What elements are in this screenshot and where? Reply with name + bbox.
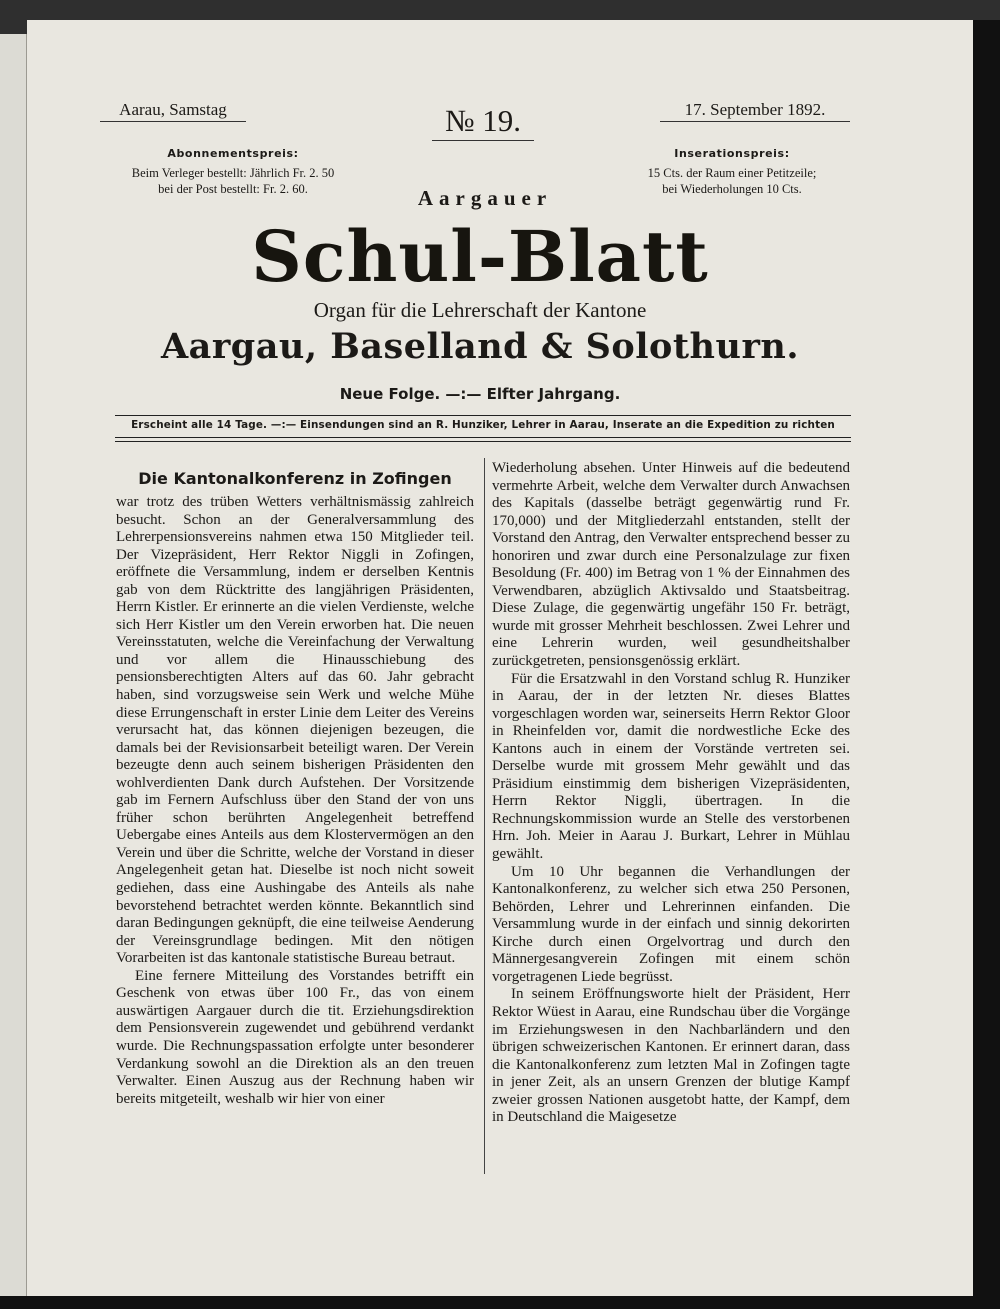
advertising-line-2: bei Wiederholungen 10 Cts. xyxy=(662,182,802,196)
subscription-price xyxy=(108,146,358,198)
advertising-price xyxy=(612,146,852,198)
article-paragraph: Wiederholung absehen. Unter Hinweis auf die bedeutend vermehrte Arbeit, welche dem Verwalter durch Anwachsen des Kapitals (dasselbe beträgt gegenwärtig rund Fr. 170,000) und der Mitgliederzahl entstanden, stellt der Vorstand den Antrag, den Verwalter entsprechend besser zu honoriren und zwar durch eine Personalzulage zur fixen Besoldung (Fr. 400) im Betrag von 1 % der Einnahmen des Verwendbaren, abzüglich Aktivsaldo und Staatsbeitrag. Diese Zulage, die gegenwärtig ungefähr 150 Fr. beträgt, wurde mit grosser Mehrheit beschlossen. Zwei Lehrer und eine Lehrerin wurden, weil gesundheitshalber zurückgetreten, pensionsgenössig erklärt. xyxy=(492,460,850,670)
rule-top xyxy=(115,415,851,416)
publication-notice: Erscheint alle 14 Tage. —:— Einsendungen sind an R. Hunziker, Lehrer in Aarau, Inserate an die Expedition zu richten xyxy=(131,419,835,431)
publication-date: 17. September 1892. xyxy=(660,100,850,122)
masthead-subtitle: Organ für die Lehrerschaft der Kantone xyxy=(313,298,647,322)
article-paragraph: In seinem Eröffnungsworte hielt der Präsident, Herr Rektor Wüest in Aarau, eine Rundschau über die Vorgänge im Erziehungswesen in den Nachbarländern und den übrigen schweizerischen Kantonen. Er erinnert daran, dass die Kantonalkonferenz zum letzten Mal in Zofingen tagte in jener Zeit, als an unsern Grenzen der blutige Kampf zweier grossen Nationen ausgetobt hatte, der Kampf, dem in Deutschland die Maigesetze xyxy=(492,986,850,1126)
rule-middle xyxy=(115,437,851,438)
subscription-heading: Abonnementspreis: xyxy=(167,147,299,160)
article-paragraph: Um 10 Uhr begannen die Verhandlungen der Kantonalkonferenz, zu welcher sich etwa 250 Personen, Behörden, Lehrer und Lehrerinnen einfanden. Die Versammlung wurde in der einfach und sinnig dekorirten Kirche durch einen Orgelvortrag und durch den Männergesangverein Zofingen mit einem schön vorgetragenen Liede begrüsst. xyxy=(492,863,850,985)
scan-border-right xyxy=(973,20,1000,1309)
masthead-kicker: Aargauer xyxy=(417,186,553,210)
column-divider xyxy=(484,458,485,1174)
advertising-heading: Inserationspreis: xyxy=(674,147,790,160)
scan-border-bottom xyxy=(0,1296,1000,1309)
masthead-title: Schul-Blatt xyxy=(251,215,709,298)
rule-bottom xyxy=(115,441,851,442)
issue-number: № 19. xyxy=(432,104,534,141)
series-line: Neue Folge. —:— Elfter Jahrgang. xyxy=(339,385,621,403)
previous-page-edge xyxy=(0,34,27,1296)
article-paragraph: Eine fernere Mitteilung des Vorstandes betrifft ein Geschenk von etwas über 100 Fr., das von einem auswärtigen Aargauer durch die tit. Erziehungsdirektion dem Pensionsverein zugewendet und gebührend verdankt wurde. Die Rechnungspassation erfolgte unter besonderer Verdankung sowohl an die Direktion als an den treuen Verwalter. Einen Auszug aus der Rechnung haben wir bereits mitgeteilt, weshalb wir hier von einer xyxy=(116,967,474,1107)
masthead-cantons: Aargau, Baselland & Solothurn. xyxy=(160,326,800,367)
article-title: Die Kantonalkonferenz in Zofingen xyxy=(138,469,452,488)
subscription-line-1: Beim Verleger bestellt: Jährlich Fr. 2. 50 xyxy=(131,165,335,180)
subscription-line-2: bei der Post bestellt: Fr. 2. 60. xyxy=(158,182,308,196)
advertising-line-1: 15 Cts. der Raum einer Petitzeile; xyxy=(647,165,817,180)
article-column-left xyxy=(116,460,474,1108)
place-date: Aarau, Samstag xyxy=(100,100,246,122)
article-column-right xyxy=(492,460,850,1127)
article-paragraph: war trotz des trüben Wetters verhältnismässig zahlreich besucht. Schon an der Generalversammlung des Lehrerpensionsvereins nahmen etwa 150 Mitglieder teil. Der Vizepräsident, Herr Rektor Niggli in Zofingen, eröffnete die Versammlung, indem er derselben Kentnis gab von dem Rücktritte des langjährigen Präsidenten, Herrn Kistler. Er erinnerte an die vielen Verdienste, welche sich Herr Kistler um den Verein erworben hat. Die neuen Vereinsstatuten, welche die Vereinfachung der Verwaltung und vor allem die Hinausschiebung des pensionsberechtigten Alters auf das 60. Jahr gebracht haben, sind vorzugsweise sein Werk und welche Mühe diese Errungenschaft in erster Linie dem Leiter des Vereins verursacht hat, das können diejenigen bezeugen, die damals bei der Revisionsarbeit beteiligt waren. Der Verein bezeugte denn auch seinem bisherigen Präsidenten den wohlverdienten Dank durch Aufstehen. Der Vorsitzende gab im Fernern Aufschluss über den Stand der von uns früher schon berührten Angelegenheit betreffend Uebergabe eines Anteils aus dem Klostervermögen an den Verein und über die Schritte, welche der Vorstand in dieser Angelegenheit getan hat. Dieselbe ist noch nicht soweit gediehen, dass eine Aushingabe des Anteils als nahe bevorstehend betrachtet werden könnte. Bekanntlich sind daran Bedingungen geknüpft, die eine teilweise Aenderung der Vereinsgrundlage bedingen. Mit den nötigen Vorarbeiten ist das kantonale statistische Bureau betraut. xyxy=(116,494,474,967)
article-paragraph: Für die Ersatzwahl in den Vorstand schlug R. Hunziker in Aarau, der in der letzten Nr. dieses Blattes vorgeschlagen worden war, seinerseits Herrn Rektor Gloor in Rheinfelden vor, damit die nordwestliche Ecke des Kantons auch in einem der Vorstände vertreten sei. Derselbe wurde mit grossem Mehr gewählt und das Präsidium einstimmig dem bisherigen Vizepräsidenten, Herrn Rektor Niggli, übertragen. In die Rechnungskommission wurde an Stelle des verstorbenen Hrn. Joh. Meier in Aarau J. Burkart, Lehrer in Mühlau gewählt. xyxy=(492,670,850,863)
